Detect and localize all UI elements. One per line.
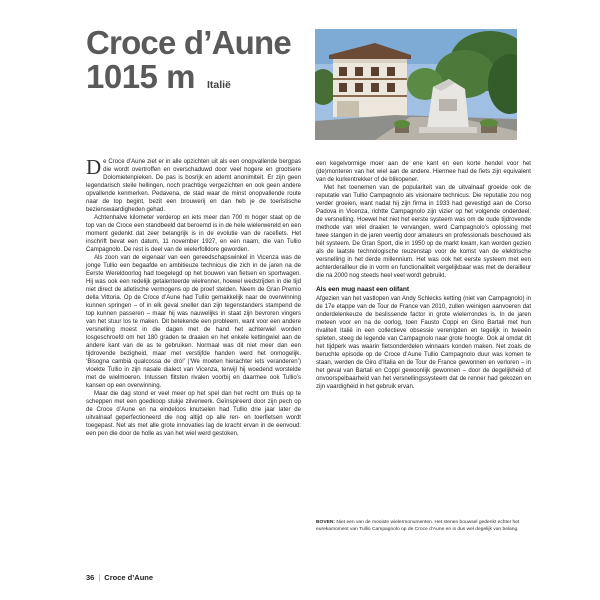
article-column-right bbox=[316, 160, 531, 391]
altitude: 1015 m bbox=[86, 58, 195, 95]
paragraph: een kegelvormige moer aan de ene kant en een korte hendel voor het (de)monteren van het wiel aan de andere. Hiermee had de fiets zijn equivalent van de kurkentrekker of de blikopener. bbox=[316, 161, 531, 183]
title-row bbox=[86, 59, 306, 95]
title-block bbox=[86, 26, 306, 95]
mountain-village-monument-photo-icon bbox=[315, 29, 517, 140]
page-footer bbox=[86, 573, 153, 582]
page-title: Croce d’Aune bbox=[86, 24, 291, 61]
caption-text: Niet een van de mooiste wielermonumenten. Het stenen bouwsel gedenkt echter het eurekamoment van Tullio Campagnolo op de Croce d’Aune en is dus wel degelijk van belang. bbox=[316, 520, 520, 532]
page-number: 36 bbox=[86, 573, 95, 582]
footer-separator: | bbox=[98, 573, 101, 582]
caption-label: BOVEN: bbox=[316, 520, 336, 525]
paragraph: Maar die dag stond er veel meer op het spel dan het recht om thuis op te scheppen met een goedkoop stukje zilverwerk. Geïnspireerd door zijn pech op de Croce d’Aune en na eindeloos knutselen had Tullio drie jaar later de uitvalnaaf geperfectioneerd die nog altijd op alle ren- en toerfietsen wordt toegepast. Net als met alle grote innovaties lag de kracht ervan in de eenvoud: een pen die door de holle as van het wiel werd gestoken, bbox=[86, 391, 301, 437]
paragraph-intro-text: e Croce d’Aune ziet er in alle opzichten uit als een onopvallende bergpas die wordt overtroffen en overschaduwd door veel hogere en grootsere Dolomietenpieken. De pas is bosrijk en ademt anonimiteit. Er zijn geen legendarisch steile hellingen, noch prachtige vergezichten en ook geen andere opvallende kenmerken. Pedavena, de stad waar de minst onopvallende route naar de top begint, bezit een brouwerij en dan heb je de toeristische bezienswaardigheden gehad. bbox=[86, 159, 301, 213]
paragraph: Met het toenemen van de populariteit van de uitvalnaaf groeide ook de reputatie van Tullio Campagnolo als visionaire technicus. Die reputatie zou nog verder groeien, want nadat hij zijn firma in 1933 had gevestigd aan de Corso Padova in Vicenza, richtte Campagnolo zijn vizier op het volgende onderdeel: de versnelling. Hoewel het niet het eerste systeem was om de oude tijdrovende methode van wiel draaien te vervangen, werd Campagnolo’s oplossing met twee stangen in de jaren veertig door amateurs en professionals beschouwd als hét systeem. De Gran Sport, die in 1950 op de markt kwam, kan worden gezien als de laatste technologische reuzenstap voor de komst van de elektrische versnelling in het derde millennium. Het was ook het eerste systeem met een achterderailleur die in vorm en functionaliteit vergelijkbaar was met de derailleur die na 2000 nog steeds heel veel wordt gebruikt. bbox=[316, 185, 531, 279]
drop-cap: D bbox=[86, 155, 102, 179]
footer-section-title: Croce d’Aune bbox=[104, 573, 154, 582]
paragraph: Achtenhalve kilometer verderop en iets meer dan 700 m hoger staat op de top van de Croce een standbeeld dat beroemd is in de hele wielerwereld en een moment gedenkt dat zeer belangrijk is in de evolutie van de racefiets. Het inschrift bevat een datum, 11 november 1927, en een naam, die van Tullio Campagnolo. De rest is deel van de wielerfolklore geworden. bbox=[86, 215, 301, 253]
section-subheading: Als een mug naast een olifant bbox=[316, 286, 410, 293]
photo-caption bbox=[316, 519, 528, 533]
paragraph: Afgezien van het vastlopen van Andy Schlecks ketting (niet van Campagnolo) in de 17e etappe van de Tour de France van 2010, zullen weinigen aanvoeren dat onderdelenkeuze de beslissende factor in grote wielerrondes is. In de jaren meteen voor en na de oorlog, toen Fausto Coppi en Gino Bartali met hun rivaliteit Italië in een collectieve obsessie verenigden en tegelijk in tweeën spleten, steeg de legende van Campagnolo naar grote hoogte. Ook al omdat dit het tijdperk was waarin fietsonderdelen winnaars konden maken. Net zoals de beruchte episode op de Croce d’Aune Tullio Campagnolo duur was komen te staan, werden de Giro d’Italia en de Tour de France gewonnen en verloren – in het geval van Bartali en Coppi gewoonlijk gewonnen – door de degelijkheid of onvoorspelbaarheid van het versnellingssysteem dat de renner had gekozen en zijn vaardigheid in het gebruik ervan. bbox=[316, 296, 531, 390]
country-label: Italië bbox=[206, 79, 231, 91]
paragraph: Als zoon van de eigenaar van een gereedschapswinkel in Vicenza was de jonge Tullio een begaafde en ambitieuze technicus die zich in de jaren na de Eerste Wereldoorlog had toegelegd op het bouwen van fietsen en sportwagen. Hij was ook een redelijk getalenteerde wielrenner, hoewel wedstrijden in die tijd niet direct de atletische vermogens op de proef stelden. Neem de Gran Premio della Vittoria. Op de Croce d’Aune had Tullio gemakkelijk naar de overwinning kunnen springen – of in elk geval sneller dan zijn tegenstanders stampend de top kunnen passeren – maar hij was nauwelijks in staat zijn bevroren vingers van het stuur los te maken. Dit betekende een probleem, want voor een andere versnelling moest in die dagen met de hand het achterwiel worden losgeschroefd om het 180 graden te draaien en het enkele kettingwiel aan de andere kant van de as te gebruiken. Normaal was dit niet meer dan een tijdrovende bezigheid, maar met verstijfde handen werd het onmogelijk. ‘Bisogna cambià qualcossa de drò!’ (‘We moeten hierachter iets veranderen’) vloekte Tullio in zijn nasale dialect van Vicenza, terwijl hij woedend worstelde met de wielmoeren. Intussen flitsten rivalen voorbij en daarmee ook Tullio’s kansen op een overwinning. bbox=[86, 255, 301, 389]
paragraph-intro bbox=[86, 155, 301, 214]
monument-photo bbox=[315, 29, 517, 140]
article-column-left bbox=[86, 155, 301, 438]
